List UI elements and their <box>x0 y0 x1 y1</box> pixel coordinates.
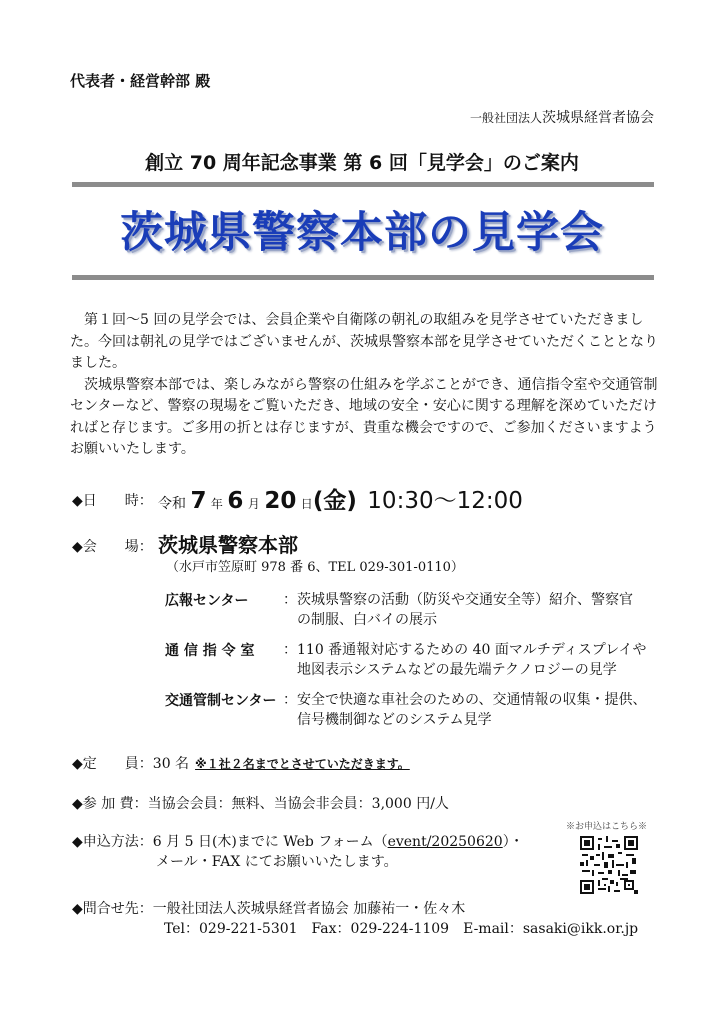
title-rule-top <box>72 182 654 187</box>
contact-details: Tel：029-221-5301 Fax：029-224-1109 E-mail：sasaki@ikk.or.jp <box>164 921 639 937</box>
fee-label: ◆参 加 費： <box>72 796 148 812</box>
weekday-close: ) <box>346 488 357 514</box>
datetime-label: ◆日 時： <box>72 493 153 509</box>
apply-label: ◆申込方法： <box>72 834 153 850</box>
capacity-note: ※１社２名までとさせていただきます。 <box>195 757 410 771</box>
apply-line1-end: ）・ <box>502 834 524 850</box>
weekday-open: ( <box>312 488 324 514</box>
intro-text <box>70 310 660 461</box>
era: 令和 <box>158 496 186 512</box>
intro-paragraph-2: 茨城県警察本部では、楽しみながら警察の仕組みを学ぶことができ、通信指令室や交通管制センターなど、警察の現場をご覧いただき、地域の安全・安心に関する理解を深めていただければと存じます。ご多用の折とは存じますが、貴重な機会ですので、ご参加くださいますようお願いいたします。 <box>70 376 658 457</box>
fee-value: 当協会会員：無料、当協会非会員：3,000 円/人 <box>147 796 449 812</box>
area-desc-pr-center: ：茨城県警察の活動（防災や交通安全等）紹介、警察官 の制服、白バイの展示 <box>283 592 633 628</box>
capacity-value: 30 名 <box>152 756 190 772</box>
apply-web-link[interactable]: event/20250620 <box>387 834 503 850</box>
organizer-prefix: 一般社団法人 <box>469 111 542 125</box>
contact-row <box>72 899 638 939</box>
venue-label: ◆会 場： <box>72 539 153 555</box>
apply-row <box>72 832 524 872</box>
fee-row <box>72 793 449 813</box>
apply-line2: メール・FAX にてお願いいたします。 <box>156 854 398 870</box>
qr-caption: ※お申込はこちら※ <box>566 822 648 832</box>
area-name-command-room: 通 信 指 令 室 <box>165 643 255 659</box>
capacity-row <box>72 753 410 773</box>
datetime-value <box>158 482 523 515</box>
venue-name: 茨城県警察本部 <box>158 533 298 557</box>
organizer-main: 茨城県経営者協会 <box>542 110 654 126</box>
capacity-label: ◆定 員： <box>72 756 153 772</box>
area-name-pr-center: 広報センター <box>165 593 249 609</box>
month-unit: 月 <box>247 497 260 511</box>
day-unit: 日 <box>300 497 313 511</box>
event-subtitle: 創立 70 周年記念事業 第 6 回「見学会」のご案内 <box>145 152 579 174</box>
weekday: 金 <box>323 488 347 514</box>
area-desc-command-room: ：110 番通報対応するための 40 面マルチディスプレイや 地図表示システムなどの最先端テクノロジーの見学 <box>283 642 647 678</box>
year: 7 <box>190 488 207 514</box>
intro-paragraph-1: 第１回～5 回の見学会では、会員企業や自衛隊の朝礼の取組みを見学させていただきました。今回は朝礼の見学ではございませんが、茨城県警察本部を見学させていただくこととなりました。 <box>70 312 658 371</box>
day: 20 <box>264 488 297 514</box>
contact-label: ◆問合せ先： <box>72 901 153 917</box>
apply-line1: 6 月 5 日(木)までに Web フォーム（ <box>152 834 388 850</box>
title-rule-bottom <box>72 275 654 280</box>
qr-code[interactable] <box>580 836 638 894</box>
month: 6 <box>227 488 244 514</box>
main-title: 茨城県警察本部の見学会 <box>120 208 604 258</box>
area-desc-traffic-control: ：安全で快適な車社会のための、交通情報の収集・提供、 信号機制御などのシステム見学 <box>283 692 647 728</box>
event-time: 10:30～12:00 <box>367 488 523 514</box>
contact-org: 一般社団法人茨城県経営者協会 加藤祐一・佐々木 <box>152 901 466 917</box>
area-name-traffic-control: 交通管制センター <box>165 693 277 709</box>
recipient-line: 代表者・経営幹部 殿 <box>70 72 211 90</box>
organizer-name <box>470 107 654 127</box>
year-unit: 年 <box>210 497 223 511</box>
venue-address: （水戸市笠原町 978 番 6、TEL 029-301-0110） <box>166 560 464 575</box>
